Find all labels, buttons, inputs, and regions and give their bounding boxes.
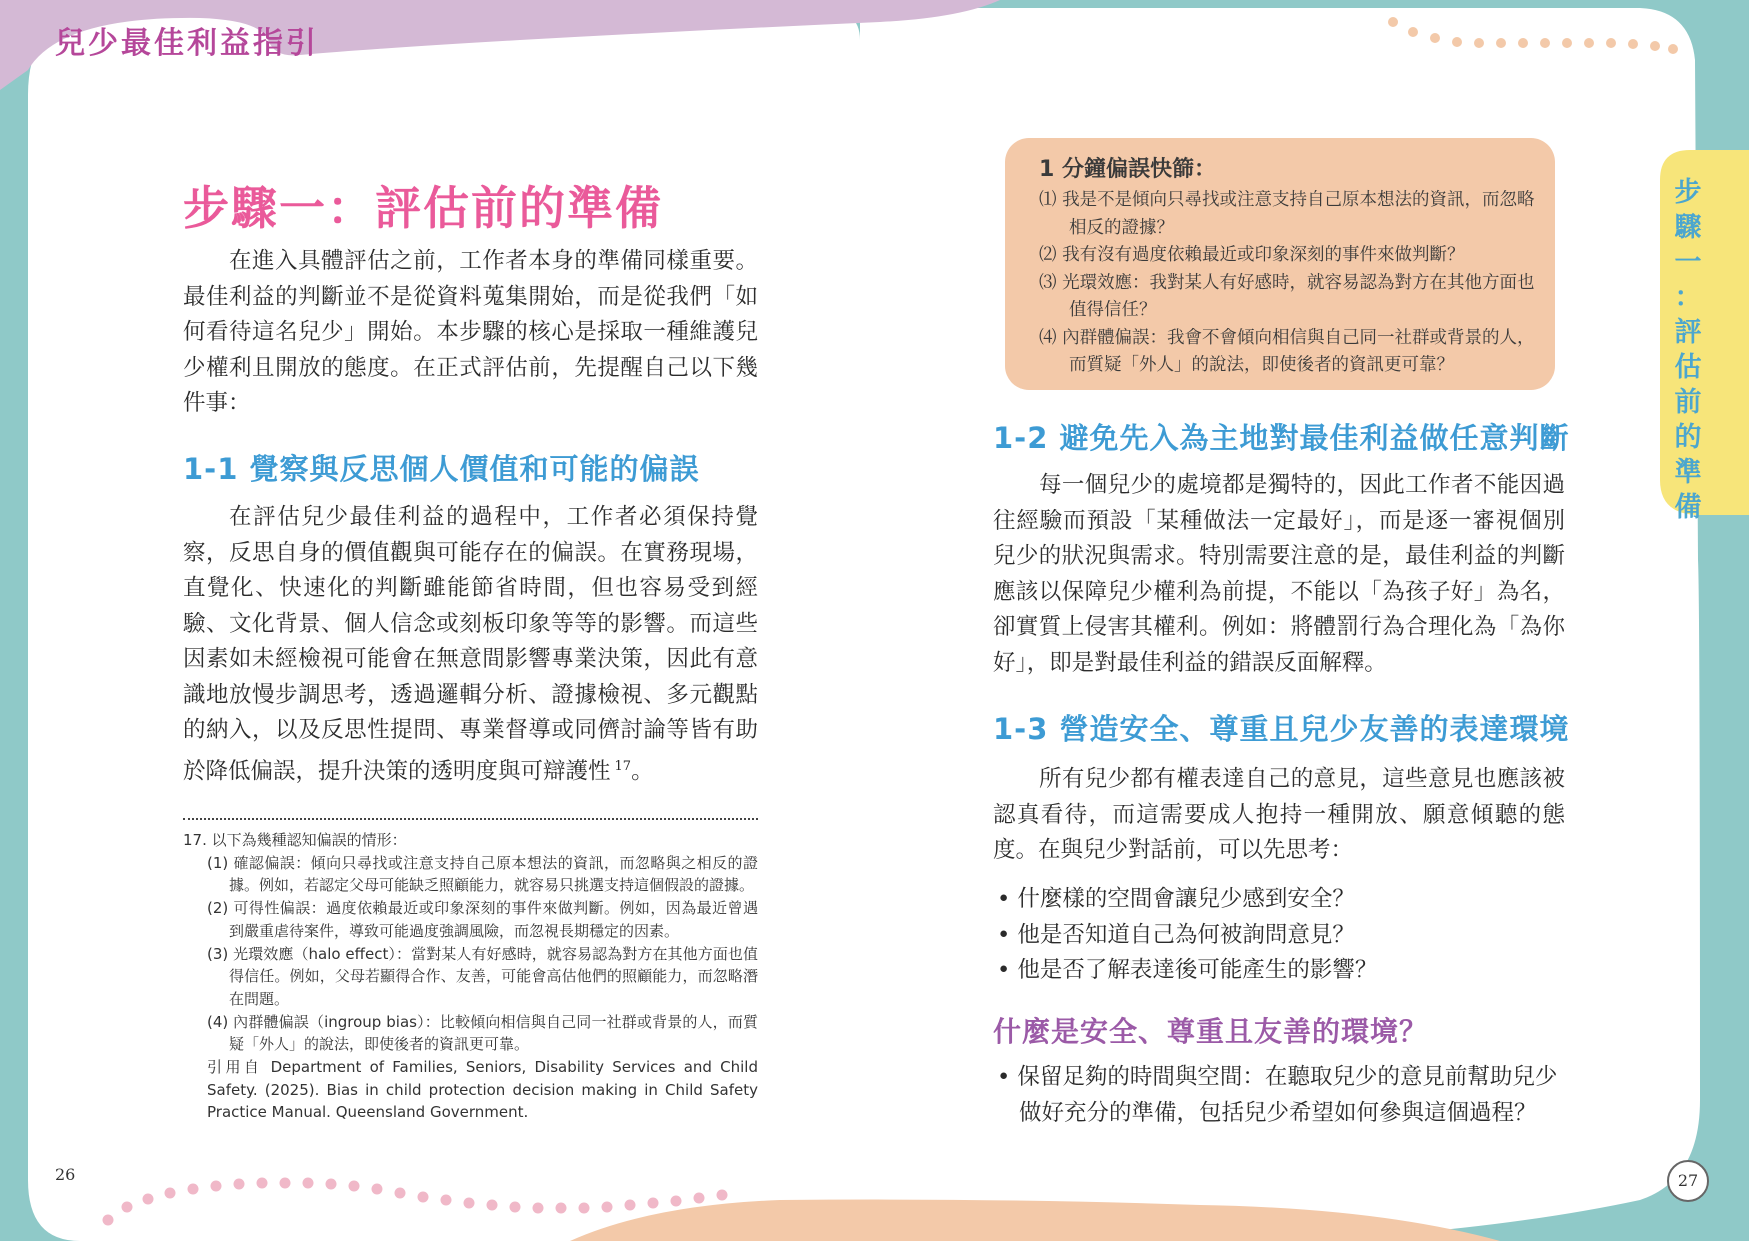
list-item: • 什麼樣的空間會讓兒少感到安全？ — [997, 886, 1355, 912]
bias-check-title: 1 分鐘偏誤快篩： — [1039, 157, 1216, 182]
footnote-heading: 17. 以下為幾種認知偏誤的情形： — [183, 831, 407, 849]
footnote-item: (1) 確認偏誤：傾向只尋找或注意支持自己原本想法的資訊，而忽略與之相反的證據。例如，若認定父母可能缺乏照顧能力，就容易只挑選支持這個假設的證據。 — [207, 853, 758, 895]
bias-check-item: ⑵ 我有沒有過度依賴最近或印象深刻的事件來做判斷？ — [1039, 245, 1465, 265]
side-tab-char: 步 — [1674, 177, 1702, 208]
footnote-ref-17[interactable]: 17 — [614, 758, 632, 774]
section-1-3-bullets — [997, 882, 1569, 989]
section-1-1-text: 在評估兒少最佳利益的過程中，工作者必須保持覺察，反思自身的價值觀與可能存在的偏誤。在實務現場，直覺化、快速化的判斷雖能節省時間，但也容易受到經驗、文化背景、個人信念或刻板印象等等的影響。而這些因素如未經檢視可能會在無意間影響專業決策，因此有意識地放慢步調思考，透過邏輯分析、證據檢視、多元觀點的納入，以及反思性提問、專業督導或同儕討論等皆有助於降低偏誤，提升決策的透明度與可辯護性 — [183, 504, 758, 784]
side-tab-char: 的 — [1674, 422, 1702, 453]
side-tab-char: ： — [1674, 282, 1702, 313]
page-number-left: 26 — [55, 1165, 76, 1184]
footnote-citation: 引用自 Department of Families, Seniors, Disability Services and Child Safety. (2025). Bias in child protection decision making in Child Safety Practice Manual. Queensland Government. — [207, 1058, 758, 1122]
side-tab-char: 評 — [1674, 317, 1702, 348]
chapter-side-tab — [1668, 175, 1708, 525]
section-1-3-title: 1-3 營造安全、尊重且兒少友善的表達環境 — [993, 712, 1570, 746]
safe-environment-title: 什麼是安全、尊重且友善的環境？ — [993, 1015, 1429, 1048]
intro-text: 在進入具體評估之前，工作者本身的準備同樣重要。最佳利益的判斷並不是從資料蒐集開始，而是從我們「如何看待這名兒少」開始。本步驟的核心是採取一種維護兒少權利且開放的態度。在正式評估前，先提醒自己以下幾件事： — [183, 248, 758, 416]
footnote-divider — [183, 818, 758, 820]
side-tab-char: 驟 — [1674, 212, 1702, 243]
footnote-item: (4) 內群體偏誤（ingroup bias）：比較傾向相信與自己同一社群或背景的人，而質疑「外人」的說法，即使後者的資訊更可靠。 — [207, 1012, 758, 1054]
side-tab-char: 前 — [1674, 387, 1702, 418]
side-tab-char: 準 — [1674, 457, 1702, 488]
bias-check-box — [1005, 138, 1555, 390]
page-number-right: 27 — [1667, 1160, 1709, 1202]
section-1-3-body — [993, 762, 1565, 869]
section-1-1-end: 。 — [631, 758, 654, 784]
section-1-2-title: 1-2 避免先入為主地對最佳利益做任意判斷 — [993, 421, 1570, 455]
bias-check-item: ⑴ 我是不是傾向只尋找或注意支持自己原本想法的資訊，而忽略相反的證據？ — [1039, 190, 1535, 238]
footnote-item: (3) 光環效應（halo effect）：當對某人有好感時，就容易認為對方在其他方面也值得信任。例如，父母若顯得合作、友善，可能會高估他們的照顧能力，而忽略潛在問題。 — [207, 944, 758, 1008]
side-tab-char: 一 — [1674, 247, 1702, 278]
footnote-item: (2) 可得性偏誤：過度依賴最近或印象深刻的事件來做判斷。例如，因為最近曾遇到嚴重虐待案件，導致可能過度強調風險，而忽視長期穩定的因素。 — [207, 899, 758, 940]
section-1-1-body — [183, 500, 758, 790]
step-heading: 步驟一：評估前的準備 — [183, 181, 663, 235]
section-1-2-body — [993, 468, 1565, 681]
section-1-1-paragraph — [183, 500, 758, 790]
intro-paragraph — [183, 244, 758, 422]
bias-check-item: ⑷ 內群體偏誤：我會不會傾向相信與自己同一社群或背景的人，而質疑「外人」的說法，即使後者的資訊更可靠？ — [1039, 327, 1535, 375]
bias-check-item: ⑶ 光環效應：我對某人有好感時，就容易認為對方在其他方面也值得信任？ — [1039, 272, 1535, 320]
safe-environment-bullets — [997, 1060, 1569, 1131]
side-tab-char: 備 — [1674, 492, 1702, 523]
side-tab-char: 估 — [1674, 352, 1702, 383]
footnotes — [183, 829, 758, 1124]
list-item: • 保留足夠的時間與空間：在聽取兒少的意見前幫助兒少做好充分的準備，包括兒少希望如何參與這個過程？ — [997, 1064, 1558, 1126]
list-item: • 他是否了解表達後可能產生的影響？ — [997, 957, 1378, 983]
running-header-title: 兒少最佳利益指引 — [55, 26, 319, 61]
section-1-1-title: 1-1 覺察與反思個人價值和可能的偏誤 — [183, 452, 700, 486]
section-1-3-text: 所有兒少都有權表達自己的意見，這些意見也應該被認真看待，而這需要成人抱持一種開放、願意傾聽的態度。在與兒少對話前，可以先思考： — [993, 766, 1565, 863]
list-item: • 他是否知道自己為何被詢問意見？ — [997, 921, 1355, 948]
section-1-2-text: 每一個兒少的處境都是獨特的，因此工作者不能因過往經驗而預設「某種做法一定最好」，而是逐一審視個別兒少的狀況與需求。特別需要注意的是，最佳利益的判斷應該以保障兒少權利為前提，不能以「為孩子好」為名，卻實質上侵害其權利。例如：將體罰行為合理化為「為你好」，即是對最佳利益的錯誤反面解釋。 — [993, 472, 1565, 676]
